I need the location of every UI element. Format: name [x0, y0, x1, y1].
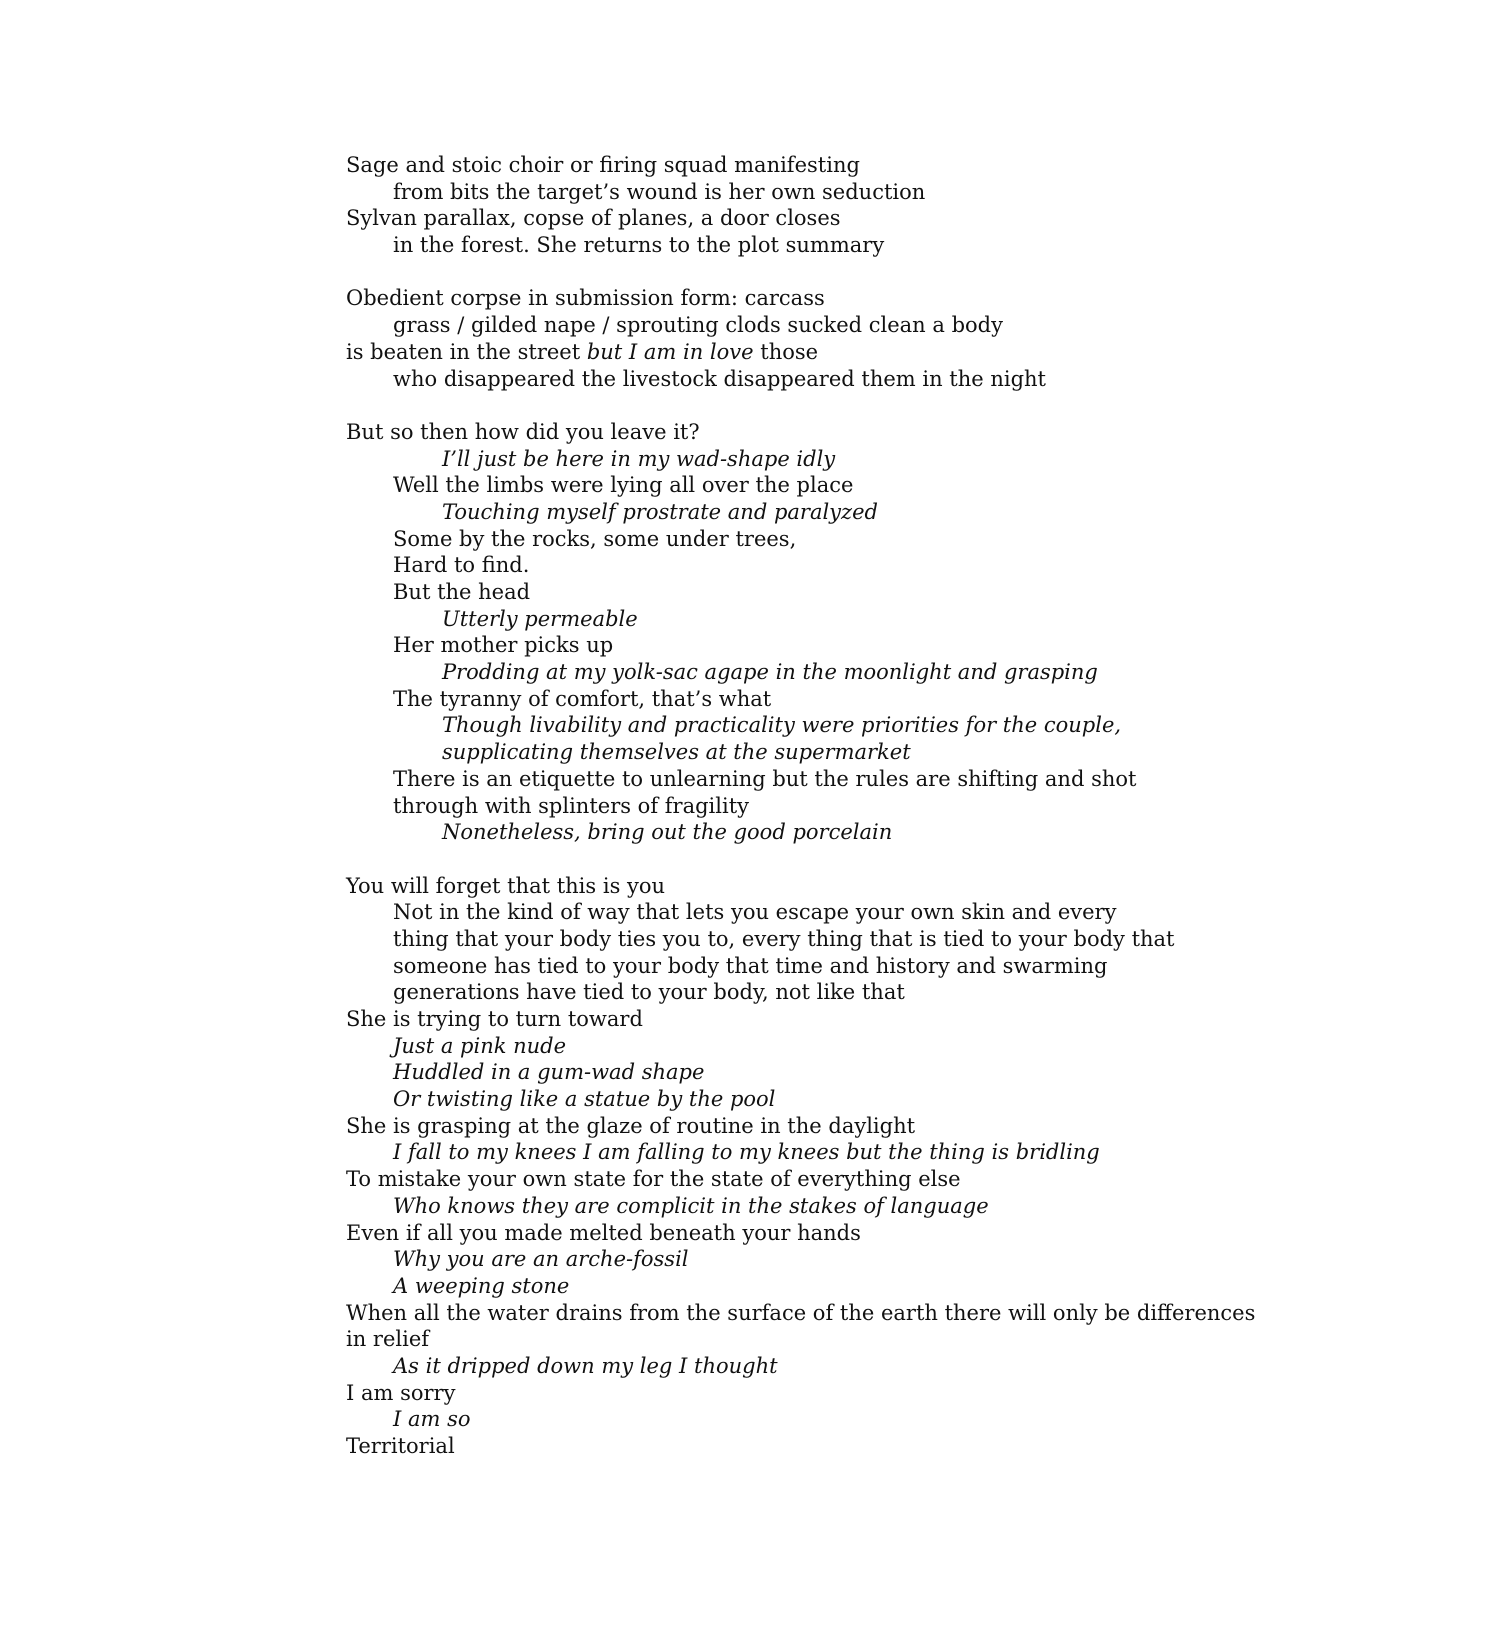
italic-text: Touching myself prostrate and paralyzed	[442, 499, 878, 524]
italic-text: but I am in love	[586, 339, 754, 364]
poem-line	[346, 312, 1346, 339]
poem-line	[346, 366, 1346, 393]
line-text: But so then how did you leave it?	[346, 419, 700, 444]
italic-text: I fall to my knees I am falling to my knees but the thing is bridling	[393, 1140, 1100, 1165]
italic-text: Who knows they are complicit in the stakes of language	[393, 1193, 989, 1218]
line-text: who disappeared the livestock disappeared them in the night	[393, 366, 1046, 391]
line-text: Sage and stoic choir or firing squad manifesting	[346, 153, 860, 177]
stanza	[346, 873, 1346, 1460]
line-text: in relief	[346, 1327, 430, 1352]
poem-line	[346, 953, 1346, 980]
poem-line	[346, 339, 1346, 366]
poem-line	[346, 499, 1346, 526]
poem-line	[346, 1406, 1346, 1433]
poem-line	[346, 659, 1346, 686]
poem-line	[346, 419, 1346, 446]
line-text: from bits the target’s wound is her own seduction	[393, 179, 926, 204]
poem-line	[346, 793, 1346, 820]
poem-line	[346, 1380, 1346, 1407]
italic-text: supplicating themselves at the supermarket	[442, 740, 911, 765]
poem-line	[346, 1220, 1346, 1247]
italic-text: Just a pink nude	[393, 1033, 567, 1058]
stanza	[346, 285, 1346, 392]
poem-line	[346, 739, 1346, 766]
poem-line	[346, 526, 1346, 553]
line-text: Her mother picks up	[393, 633, 614, 658]
line-text: Territorial	[346, 1434, 455, 1458]
stanza	[346, 152, 1346, 259]
line-text: Not in the kind of way that lets you escape your own skin and every	[393, 900, 1117, 925]
italic-text: A weeping stone	[393, 1273, 570, 1298]
poem-line	[346, 1059, 1346, 1086]
poem-line	[346, 579, 1346, 606]
line-text: To mistake your own state for the state of everything else	[346, 1167, 961, 1192]
poem-line	[346, 899, 1346, 926]
italic-text: Huddled in a gum-wad shape	[393, 1060, 705, 1085]
poem-line	[346, 926, 1346, 953]
line-text: Sylvan parallax, copse of planes, a door closes	[346, 206, 841, 231]
line-text: There is an etiquette to unlearning but the rules are shifting and shot	[393, 766, 1137, 791]
poem-line	[346, 1273, 1346, 1300]
line-text: Well the limbs were lying all over the place	[393, 473, 854, 498]
poem-line	[346, 819, 1346, 846]
line-text: Obedient corpse in submission form: carcass	[346, 286, 825, 311]
line-text: in the forest. She returns to the plot summary	[393, 233, 885, 258]
italic-text: As it dripped down my leg I thought	[393, 1353, 778, 1378]
italic-text: Though livability and practicality were priorities for the couple,	[442, 713, 1122, 738]
line-text: I am sorry	[346, 1380, 456, 1405]
italic-text: Prodding at my yolk-sac agape in the moonlight and grasping	[442, 660, 1098, 685]
line-text: She is trying to turn toward	[346, 1007, 643, 1031]
italic-text: Or twisting like a statue by the pool	[393, 1087, 776, 1112]
poem-line	[346, 205, 1346, 232]
line-text: When all the water drains from the surface of the earth there will only be differences	[346, 1300, 1256, 1325]
stanza	[346, 419, 1346, 846]
poem-line	[346, 1433, 1346, 1460]
poem-line	[346, 712, 1346, 739]
poem-line	[346, 152, 1346, 179]
poem-line	[346, 552, 1346, 579]
poem-line	[346, 232, 1346, 259]
line-text: thing that your body ties you to, every thing that is tied to your body that	[393, 926, 1175, 951]
line-text: The tyranny of comfort, that’s what	[393, 686, 772, 711]
poem-line	[346, 1300, 1346, 1327]
poem-line	[346, 979, 1346, 1006]
poem-line	[346, 285, 1346, 312]
poem-line	[346, 1113, 1346, 1140]
line-text: those	[753, 339, 819, 364]
poem-line	[346, 1166, 1346, 1193]
line-text: someone has tied to your body that time and history and swarming	[393, 953, 1108, 978]
poem-line	[346, 1193, 1346, 1220]
poem-line	[346, 1246, 1346, 1273]
italic-text: I am so	[393, 1407, 471, 1432]
poem-line	[346, 1033, 1346, 1060]
italic-text: I’ll just be here in my wad-shape idly	[442, 446, 836, 471]
line-text: is beaten in the street	[346, 339, 587, 364]
line-text: Some by the rocks, some under trees,	[393, 526, 797, 551]
poem-line	[346, 1006, 1346, 1033]
poem-line	[346, 1326, 1346, 1353]
line-text: generations have tied to your body, not like that	[393, 980, 905, 1005]
line-text: grass / gilded nape / sprouting clods sucked clean a body	[393, 313, 1003, 338]
italic-text: Nonetheless, bring out the good porcelain	[442, 820, 893, 845]
line-text: Even if all you made melted beneath your hands	[346, 1220, 861, 1245]
poem-line	[346, 1139, 1346, 1166]
poem-line	[346, 873, 1346, 900]
poem-line	[346, 472, 1346, 499]
poem-line	[346, 1353, 1346, 1380]
line-text: through with splinters of fragility	[393, 793, 749, 818]
poem-line	[346, 686, 1346, 713]
line-text: But the head	[393, 580, 531, 604]
line-text: Hard to find.	[393, 553, 530, 578]
poem-line	[346, 446, 1346, 473]
poem-line	[346, 632, 1346, 659]
poem-line	[346, 766, 1346, 793]
italic-text: Why you are an arche-fossil	[393, 1247, 689, 1272]
italic-text: Utterly permeable	[442, 606, 638, 631]
line-text: You will forget that this is you	[346, 873, 666, 898]
poem-body	[346, 152, 1346, 1460]
poem-line	[346, 1086, 1346, 1113]
poem-line	[346, 179, 1346, 206]
poem-line	[346, 606, 1346, 633]
line-text: She is grasping at the glaze of routine in the daylight	[346, 1113, 916, 1138]
